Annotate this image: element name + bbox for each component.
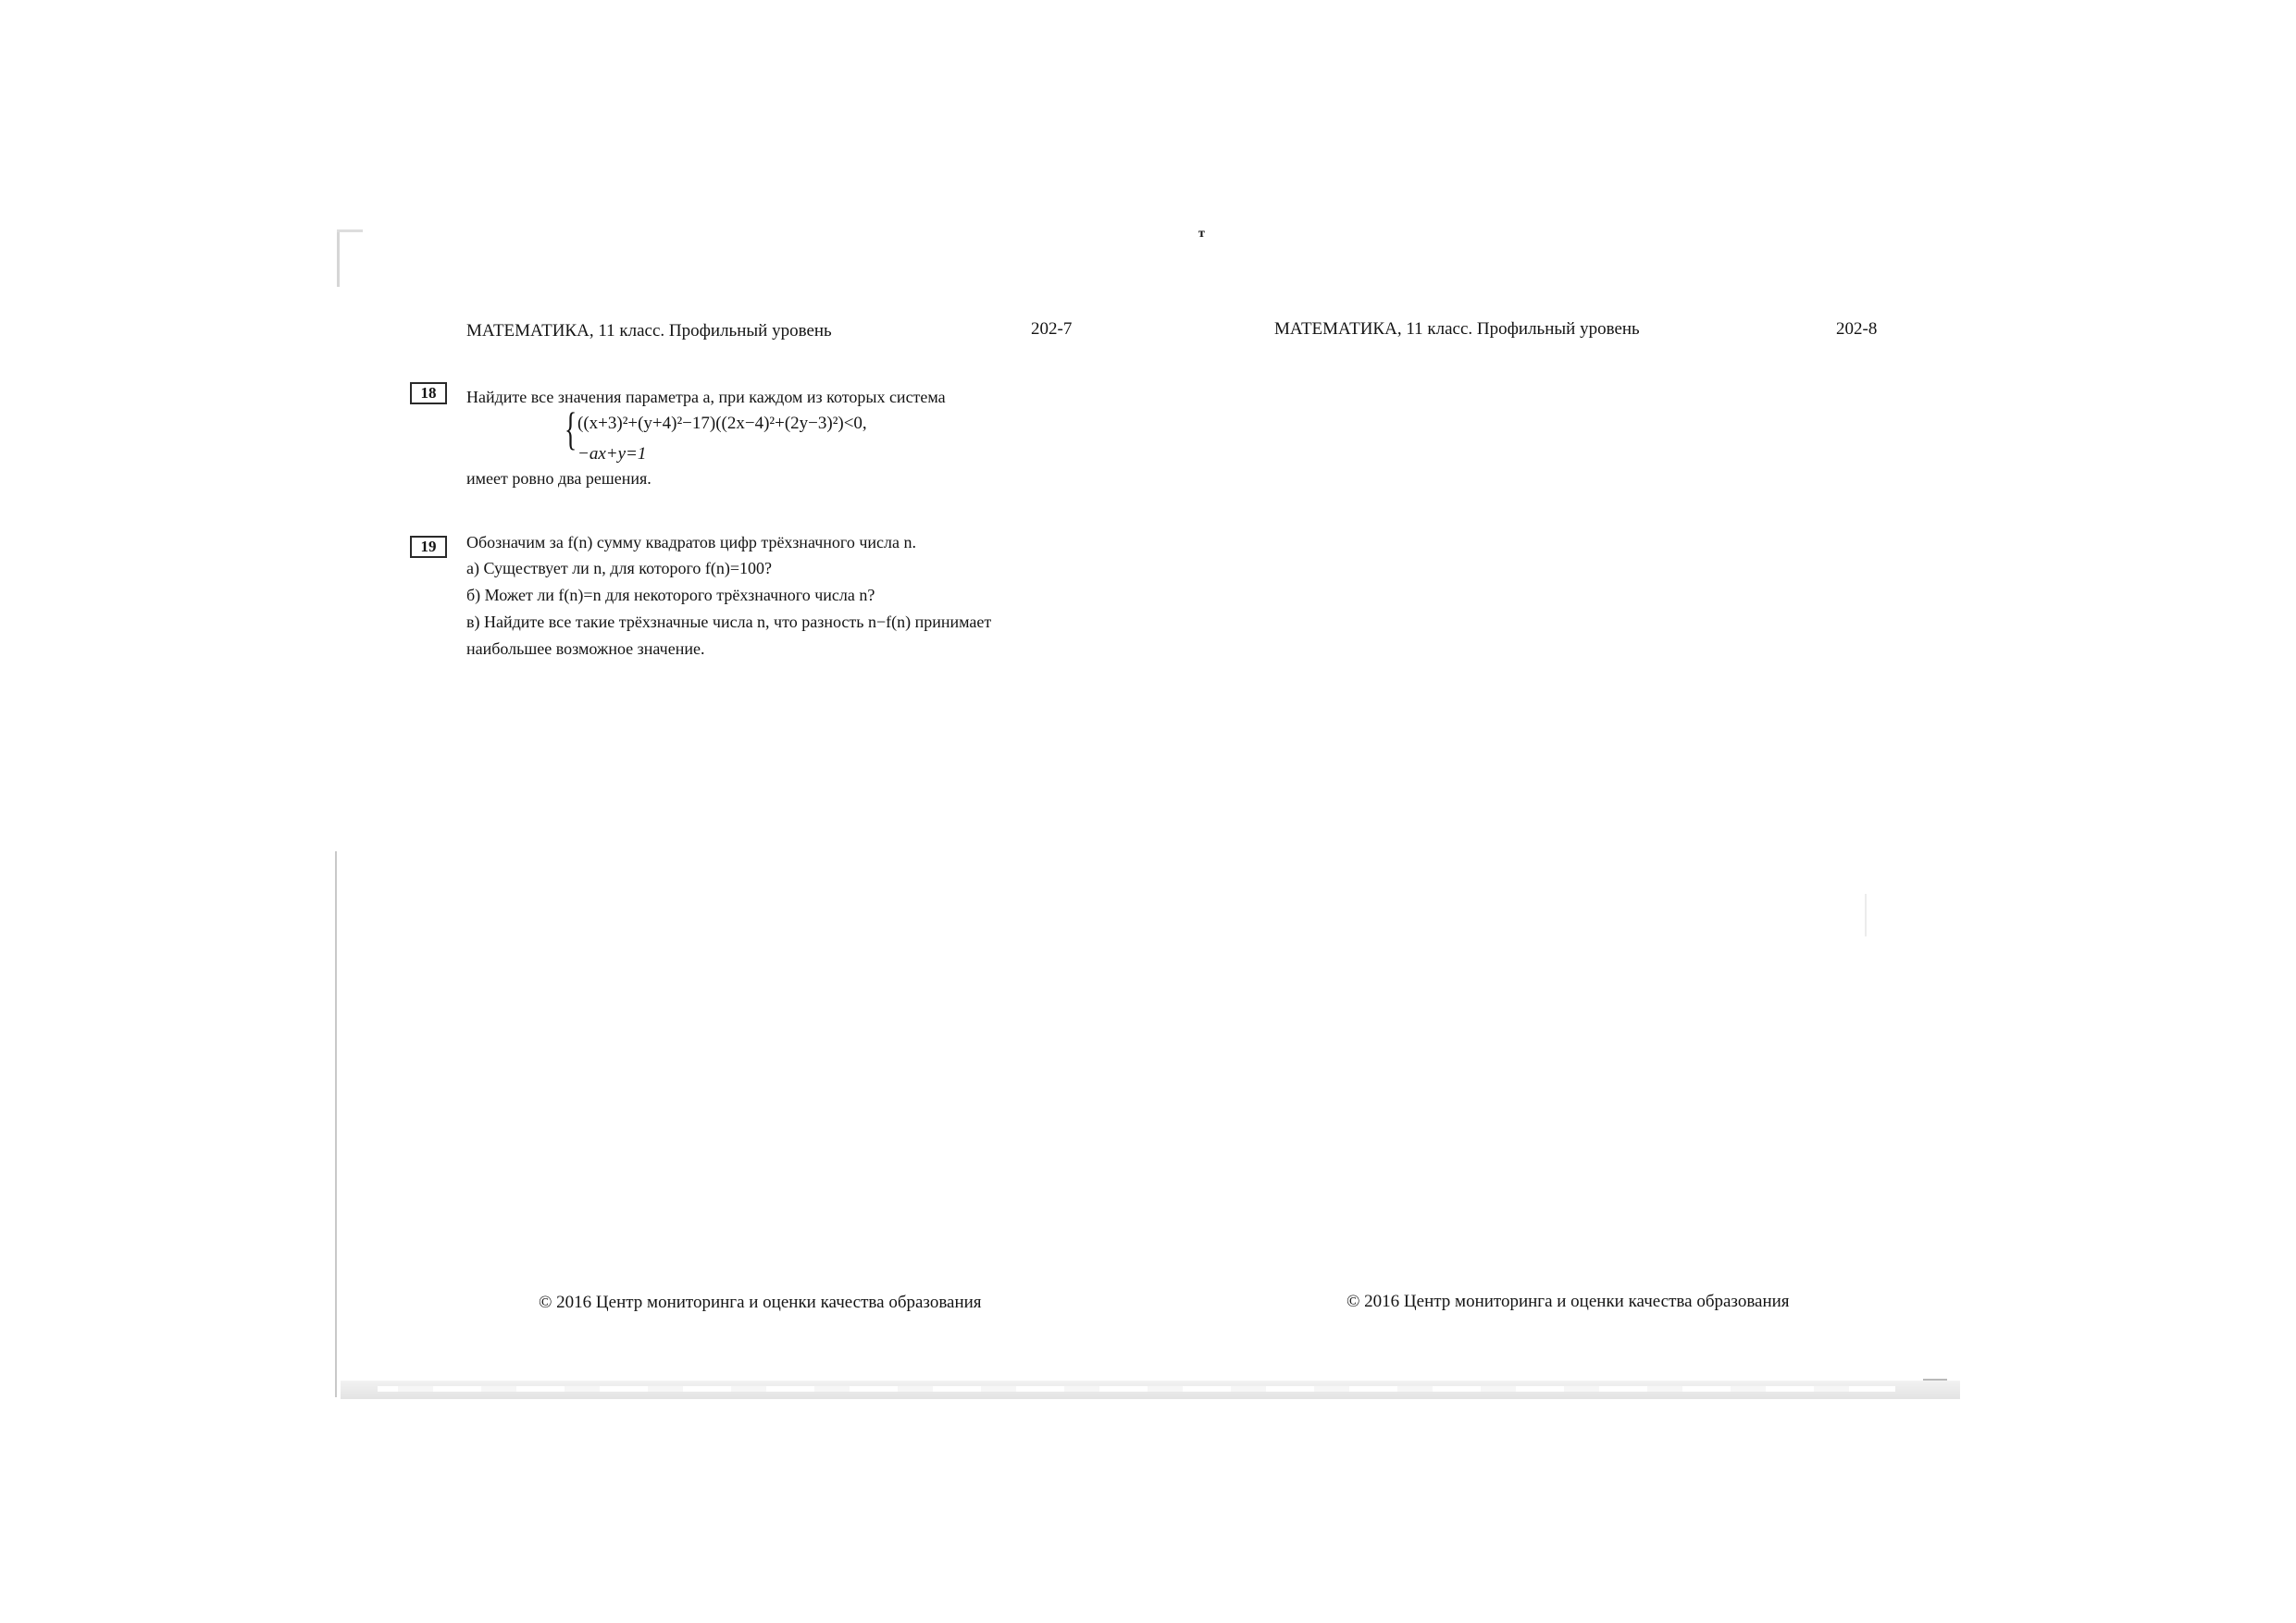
scan-faint-mark [1865, 894, 1867, 936]
system-brace: { [565, 403, 577, 454]
scan-corner-mark [1923, 1379, 1947, 1381]
scan-fold-mark: т [1198, 227, 1205, 241]
task-18-intro: Найдите все значения параметра a, при каждом из которых система [466, 388, 946, 406]
task-19-part-b: б) Может ли f(n)=n для некоторого трёхзначного числа n? [466, 586, 875, 604]
task-19-part-c-line-2: наибольшее возможное значение. [466, 639, 705, 658]
scan-left-edge [335, 851, 337, 1397]
right-page-code: 202-8 [1836, 319, 1878, 339]
task-19-intro: Обозначим за f(n) сумму квадратов цифр трёхзначного числа n. [466, 533, 916, 551]
left-page-code: 202-7 [1031, 319, 1073, 339]
scan-left-edge-top [337, 229, 340, 287]
scan-top-mark [337, 229, 363, 232]
right-page-footer: © 2016 Центр мониторинга и оценки качества образования [1347, 1292, 1790, 1311]
left-page-header-title: МАТЕМАТИКА, 11 класс. Профильный уровень [466, 321, 832, 341]
task-18-equation-1: ((x+3)²+(y+4)²−17)((2x−4)²+(2y−3)²)<0, [577, 414, 867, 433]
task-number-box: 19 [410, 536, 447, 558]
task-18-equation-2: −ax+y=1 [577, 444, 647, 464]
right-page-header-title: МАТЕМАТИКА, 11 класс. Профильный уровень [1274, 319, 1640, 339]
left-page-footer: © 2016 Центр мониторинга и оценки качества образования [539, 1293, 982, 1312]
task-18-outro: имеет ровно два решения. [466, 469, 652, 488]
task-number-box: 18 [410, 382, 447, 404]
task-19-part-c-line-1: в) Найдите все такие трёхзначные числа n, что разность n−f(n) принимает [466, 613, 992, 631]
task-19-part-a: а) Существует ли n, для которого f(n)=100? [466, 559, 773, 577]
scan-bottom-edge [341, 1381, 1960, 1399]
